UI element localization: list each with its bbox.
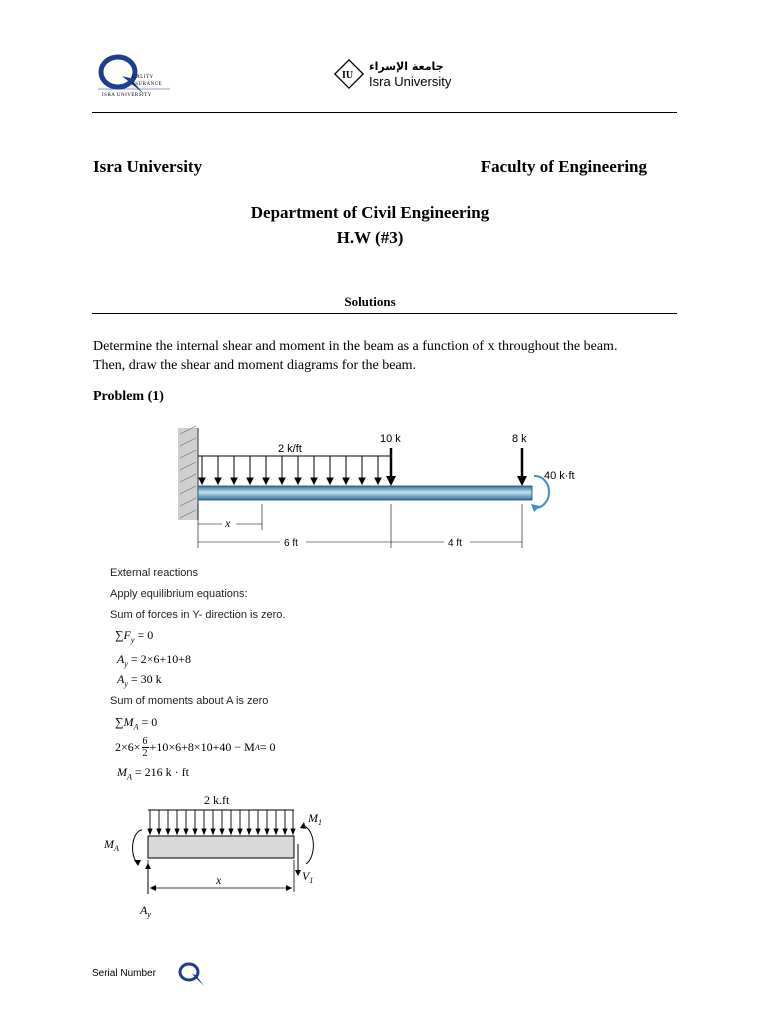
x-dimension-label: x bbox=[225, 516, 231, 530]
point-load-8k-label: 8 k bbox=[512, 433, 527, 445]
ma-label: $M_A$ bbox=[104, 837, 119, 853]
statement-line-2: Then, draw the shear and moment diagrams for the beam. bbox=[93, 358, 417, 373]
equation-moment-sum: 2×6× $\frac{6}{2}$ +10×6+8×10+40 − M A = 0 bbox=[115, 736, 276, 759]
external-reactions-text: External reactions bbox=[110, 567, 199, 579]
qa-logo-line2: SSURANCE bbox=[132, 82, 163, 87]
header-divider bbox=[92, 112, 677, 113]
problem-statement bbox=[93, 337, 683, 375]
homework-title: H.W (#3) bbox=[336, 228, 404, 247]
equation-ay-result: $A_y = 30$ k bbox=[117, 672, 162, 689]
free-body-diagram bbox=[96, 788, 356, 924]
moment-label: 40 k·ft bbox=[544, 470, 575, 482]
fbd-beam-segment bbox=[148, 836, 294, 858]
sum-moments-text: Sum of moments about A is zero bbox=[110, 695, 269, 707]
isra-university-logo bbox=[333, 56, 453, 92]
equation-ma-result: $M_A = 216$ k · ft bbox=[117, 765, 189, 782]
sum-forces-text: Sum of forces in Y- direction is zero. bbox=[110, 609, 286, 621]
solutions-heading: Solutions bbox=[344, 294, 396, 309]
fbd-load-arrows bbox=[148, 810, 295, 834]
fraction-denominator: 2 bbox=[142, 748, 148, 759]
fbd-load-label: 2 k.ft bbox=[204, 793, 230, 807]
distributed-load-label: 2 k/ft bbox=[278, 443, 302, 455]
fbd-x-label: x bbox=[216, 873, 222, 887]
iu-english-name: Isra University bbox=[369, 74, 452, 89]
problem-label: Problem (1) bbox=[93, 389, 164, 404]
university-title: Isra University bbox=[93, 157, 203, 176]
equation-sum-fy: $\sum F_y = 0$ bbox=[115, 628, 154, 645]
statement-line-1: Determine the internal shear and moment in the beam as a function of x throughout the beam. bbox=[93, 339, 618, 354]
ma-moment-arrow bbox=[133, 830, 142, 864]
iu-arabic-name: جامعة الإسراء bbox=[369, 60, 444, 73]
qa-logo-line3: ISRA UNIVERSITY bbox=[102, 93, 152, 98]
ay-label: $A_y$ bbox=[140, 903, 151, 919]
span-1-label: 6 ft bbox=[284, 538, 298, 549]
quality-assurance-logo bbox=[96, 54, 176, 100]
fraction-numerator: 6 bbox=[142, 736, 148, 747]
faculty-title: Faculty of Engineering bbox=[480, 157, 647, 176]
serial-number-label: Serial Number bbox=[92, 968, 156, 979]
span-2-label: 4 ft bbox=[448, 538, 462, 549]
m1-label: $M_1$ bbox=[308, 811, 322, 827]
distributed-load-arrows bbox=[199, 456, 381, 484]
footer-qa-logo bbox=[177, 962, 223, 990]
v1-label: $V_1$ bbox=[302, 869, 314, 885]
equation-sum-ma: $\sum M_A = 0$ bbox=[115, 715, 158, 732]
apply-equations-text: Apply equilibrium equations: bbox=[110, 588, 248, 600]
iu-monogram: IU bbox=[342, 70, 354, 81]
qa-logo-line1: UALITY bbox=[132, 75, 154, 80]
point-load-10k-label: 10 k bbox=[380, 433, 401, 445]
department-title: Department of Civil Engineering bbox=[250, 203, 490, 222]
beam-member bbox=[198, 486, 532, 500]
solutions-divider bbox=[92, 313, 677, 314]
equation-ay-sum: $A_y = 2\times 6+10+8$ bbox=[117, 652, 191, 669]
beam-figure bbox=[174, 424, 594, 552]
m1-moment-arrow bbox=[304, 826, 313, 864]
